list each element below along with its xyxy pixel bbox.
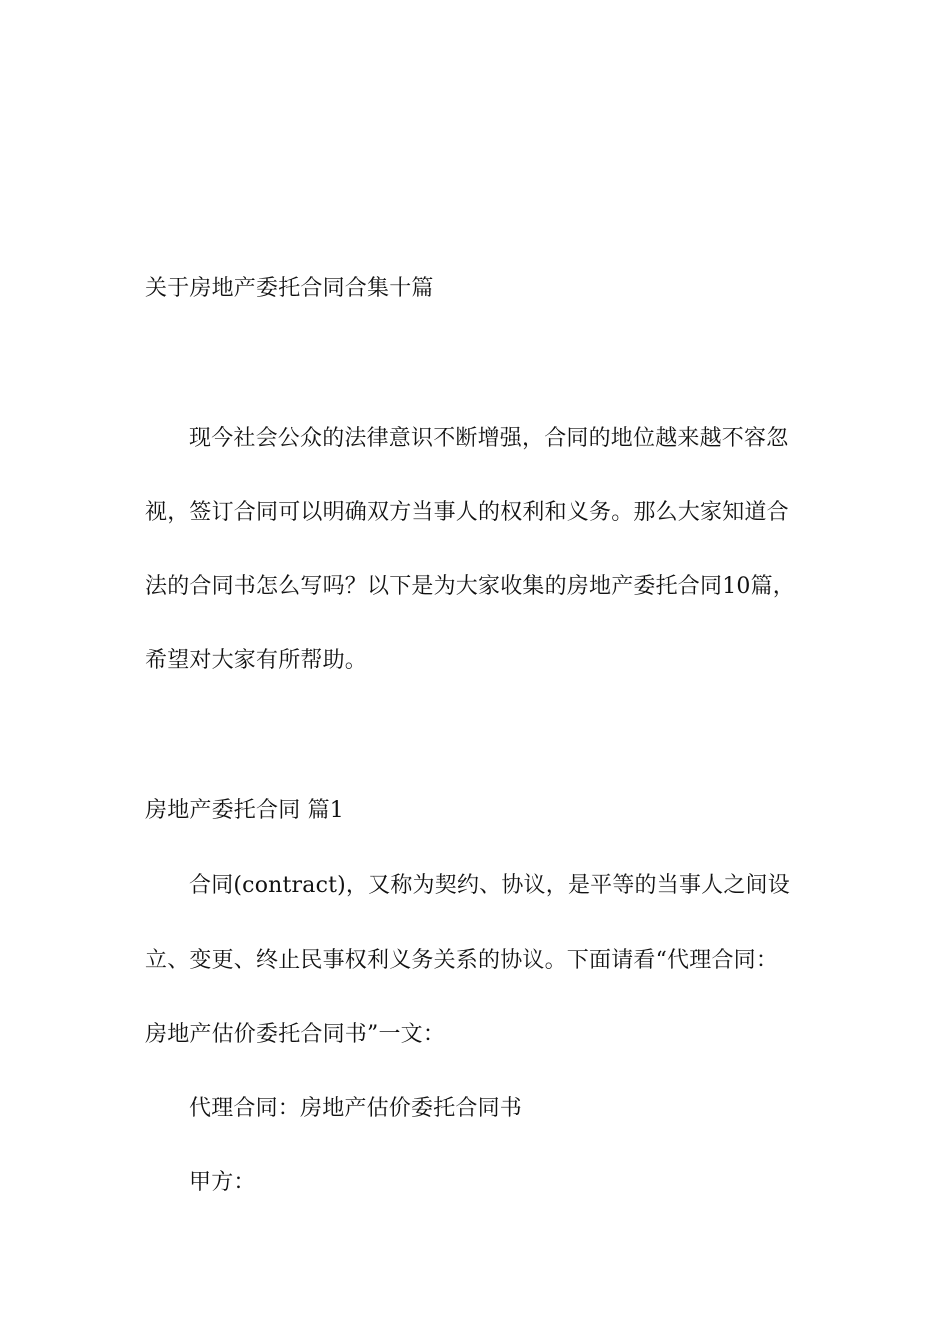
section-para-line-2: 立、变更、终止民事权利义务关系的协议。下面请看“代理合同： <box>145 948 779 973</box>
intro-line-2: 视，签订合同可以明确双方当事人的权利和义务。那么大家知道合 <box>145 500 789 525</box>
intro-line-4: 希望对大家有所帮助。 <box>145 648 368 673</box>
section-para-line-3: 房地产估价委托合同书”一文： <box>145 1022 446 1047</box>
intro-line-3: 法的合同书怎么写吗？以下是为大家收集的房地产委托合同10篇， <box>145 574 795 599</box>
intro-line-1: 现今社会公众的法律意识不断增强，合同的地位越来越不容忽 <box>189 426 789 451</box>
section-heading: 房地产委托合同 篇1 <box>145 798 344 823</box>
party-a-label: 甲方： <box>189 1170 256 1195</box>
contract-subtitle: 代理合同：房地产估价委托合同书 <box>189 1096 523 1121</box>
document-title: 关于房地产委托合同合集十篇 <box>145 276 434 301</box>
section-para-line-1: 合同(contract)，又称为契约、协议，是平等的当事人之间设 <box>189 873 790 898</box>
